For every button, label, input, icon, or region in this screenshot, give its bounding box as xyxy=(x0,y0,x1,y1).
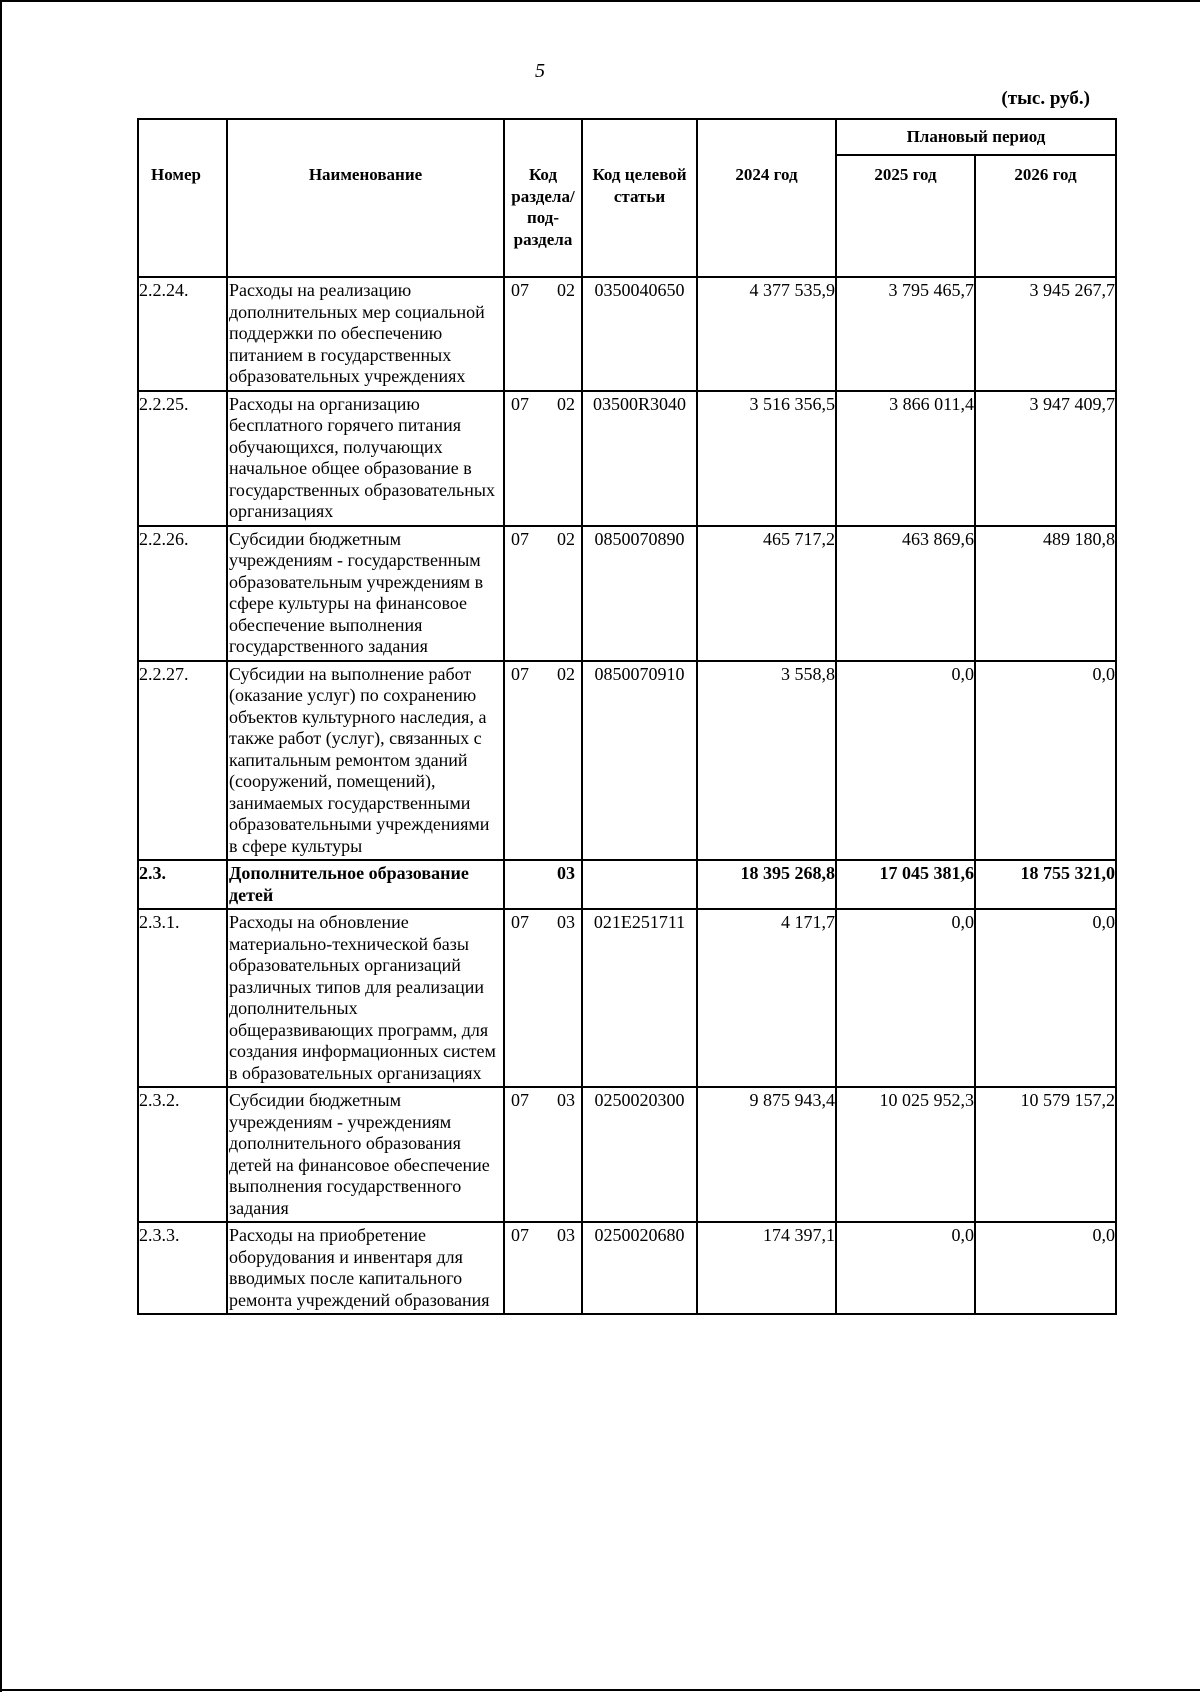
row-amount-2026: 3 945 267,7 xyxy=(975,277,1116,391)
section-code: 07 xyxy=(511,280,529,300)
row-amount-2024: 18 395 268,8 xyxy=(697,860,836,909)
row-section-code xyxy=(504,860,582,909)
row-number: 2.3.2. xyxy=(138,1087,227,1222)
row-section-code xyxy=(504,1222,582,1314)
row-amount-2024: 465 717,2 xyxy=(697,526,836,661)
row-target-code: 0250020300 xyxy=(582,1087,697,1222)
section-code-pair xyxy=(511,394,575,416)
row-name: Расходы на организацию бесплатного горячего питания обучающихся, получающих начальное общее образование в государственных образовательных организациях xyxy=(227,391,504,526)
row-amount-2026: 3 947 409,7 xyxy=(975,391,1116,526)
budget-table xyxy=(137,118,1117,1315)
row-target-code: 0850070910 xyxy=(582,661,697,861)
row-number: 2.2.26. xyxy=(138,526,227,661)
section-code-pair xyxy=(511,1090,575,1112)
row-amount-2025: 3 795 465,7 xyxy=(836,277,975,391)
row-target-code: 0850070890 xyxy=(582,526,697,661)
row-amount-2024: 3 558,8 xyxy=(697,661,836,861)
row-amount-2024: 174 397,1 xyxy=(697,1222,836,1314)
table-body xyxy=(138,277,1116,1314)
scan-border-top xyxy=(0,0,1200,2)
row-target-code: 021E251711 xyxy=(582,909,697,1087)
table-row xyxy=(138,909,1116,1087)
row-section-code xyxy=(504,1087,582,1222)
row-amount-2026: 18 755 321,0 xyxy=(975,860,1116,909)
section-code-pair xyxy=(511,1225,575,1247)
row-amount-2025: 0,0 xyxy=(836,909,975,1087)
header-year-2026: 2026 год xyxy=(975,155,1116,277)
row-amount-2025: 463 869,6 xyxy=(836,526,975,661)
row-amount-2025: 0,0 xyxy=(836,661,975,861)
header-number: Номер xyxy=(138,119,227,277)
row-section-code xyxy=(504,277,582,391)
row-section-code xyxy=(504,909,582,1087)
header-name: Наименование xyxy=(227,119,504,277)
table-row xyxy=(138,277,1116,391)
row-amount-2026: 0,0 xyxy=(975,909,1116,1087)
subsection-code: 02 xyxy=(557,528,575,549)
row-amount-2024: 4 171,7 xyxy=(697,909,836,1087)
row-number: 2.2.24. xyxy=(138,277,227,391)
section-code: 07 xyxy=(511,663,529,684)
section-code-pair xyxy=(511,529,575,551)
units-label: (тыс. руб.) xyxy=(1001,88,1090,109)
row-number: 2.3. xyxy=(138,860,227,909)
row-amount-2026: 0,0 xyxy=(975,1222,1116,1314)
section-code: 07 xyxy=(511,528,529,549)
table-row xyxy=(138,1087,1116,1222)
subsection-code: 03 xyxy=(557,912,575,932)
scan-border-bottom xyxy=(0,1689,1200,1691)
row-name: Расходы на обновление материально-технической базы образовательных организаций различных типов для реализации дополнительных общеразвивающих программ, для создания информационных систем в образовательных организациях xyxy=(227,909,504,1087)
header-planned-period: Плановый период xyxy=(836,119,1116,155)
table-row xyxy=(138,391,1116,526)
row-number: 2.3.1. xyxy=(138,909,227,1087)
page-number: 5 xyxy=(535,60,545,82)
header-row xyxy=(138,119,1116,155)
section-code: 07 xyxy=(511,1090,529,1110)
row-amount-2025: 10 025 952,3 xyxy=(836,1087,975,1222)
scan-border-left xyxy=(0,0,2,1692)
section-code-pair xyxy=(511,863,575,885)
subsection-code: 03 xyxy=(557,1225,575,1245)
row-amount-2024: 9 875 943,4 xyxy=(697,1087,836,1222)
header-section-code: Код раздела/ под-раздела xyxy=(504,119,582,277)
row-target-code: 0250020680 xyxy=(582,1222,697,1314)
row-target-code xyxy=(582,860,697,909)
section-code-pair xyxy=(511,280,575,302)
row-target-code: 03500R3040 xyxy=(582,391,697,526)
row-number: 2.2.25. xyxy=(138,391,227,526)
row-section-code xyxy=(504,391,582,526)
row-name: Расходы на приобретение оборудования и инвентаря для вводимых после капитального ремонта учреждений образования xyxy=(227,1222,504,1314)
subsection-code: 02 xyxy=(557,393,575,414)
table-row xyxy=(138,661,1116,861)
subsection-code: 03 xyxy=(557,1090,575,1110)
row-amount-2025: 0,0 xyxy=(836,1222,975,1314)
table-row xyxy=(138,1222,1116,1314)
row-name: Субсидии на выполнение работ (оказание услуг) по сохранению объектов культурного наследия, а также работ (услуг), связанных с капитальным ремонтом зданий (сооружений, помещений), занимаемых государственными образовательными учреждениями в сфере культуры xyxy=(227,661,504,861)
row-target-code: 0350040650 xyxy=(582,277,697,391)
section-code: 07 xyxy=(511,912,529,932)
table-row xyxy=(138,860,1116,909)
header-target-code: Код целевой статьи xyxy=(582,119,697,277)
section-code-pair xyxy=(511,912,575,934)
row-section-code xyxy=(504,526,582,661)
row-section-code xyxy=(504,661,582,861)
row-name: Расходы на реализацию дополнительных мер социальной поддержки по обеспечению питанием в государственных образовательных учреждениях xyxy=(227,277,504,391)
section-code: 07 xyxy=(511,393,529,414)
row-name: Субсидии бюджетным учреждениям - государственным образовательным учреждениям в сфере культуры на финансовое обеспечение выполнения государственного задания xyxy=(227,526,504,661)
table-row xyxy=(138,526,1116,661)
row-number: 2.2.27. xyxy=(138,661,227,861)
section-code-pair xyxy=(511,664,575,686)
subsection-code: 02 xyxy=(557,663,575,684)
row-amount-2026: 10 579 157,2 xyxy=(975,1087,1116,1222)
row-amount-2024: 3 516 356,5 xyxy=(697,391,836,526)
row-number: 2.3.3. xyxy=(138,1222,227,1314)
header-year-2024: 2024 год xyxy=(697,119,836,277)
section-code: 07 xyxy=(511,1225,529,1245)
subsection-code: 02 xyxy=(557,280,575,300)
row-amount-2026: 489 180,8 xyxy=(975,526,1116,661)
subsection-code: 03 xyxy=(557,863,575,883)
row-amount-2025: 3 866 011,4 xyxy=(836,391,975,526)
row-amount-2024: 4 377 535,9 xyxy=(697,277,836,391)
row-amount-2025: 17 045 381,6 xyxy=(836,860,975,909)
row-name: Субсидии бюджетным учреждениям - учреждениям дополнительного образования детей на финансовое обеспечение выполнения государственного задания xyxy=(227,1087,504,1222)
row-name: Дополнительное образование детей xyxy=(227,860,504,909)
header-year-2025: 2025 год xyxy=(836,155,975,277)
row-amount-2026: 0,0 xyxy=(975,661,1116,861)
